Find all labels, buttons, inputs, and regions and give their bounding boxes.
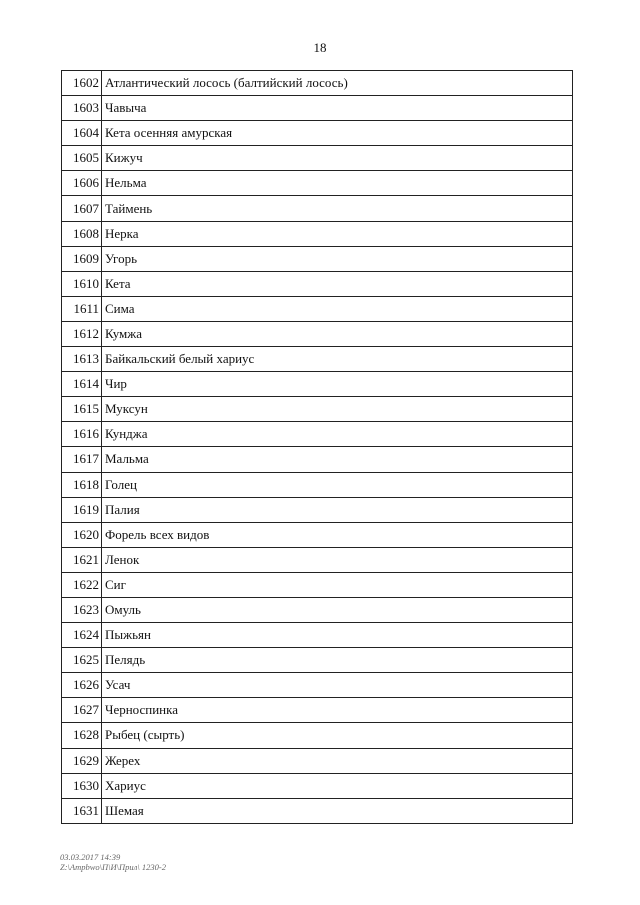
table-row [62,673,573,698]
fish-species-table [61,70,573,824]
row-species-name-cell: Мальма [102,447,573,472]
row-code-cell: 1627 [62,698,102,723]
row-species-name-cell: Пелядь [102,648,573,673]
table-row [62,321,573,346]
footer-file-path: Z:\Ampbwo\П\И\Прил\ 1230-2 [60,862,166,872]
table-row [62,773,573,798]
table-row [62,146,573,171]
table-row [62,648,573,673]
row-code-cell: 1612 [62,321,102,346]
table-row [62,522,573,547]
table-row [62,748,573,773]
row-code-cell: 1619 [62,497,102,522]
table-row [62,472,573,497]
row-code-cell: 1611 [62,296,102,321]
row-code-cell: 1606 [62,171,102,196]
row-species-name-cell: Черноспинка [102,698,573,723]
row-species-name-cell: Кета осенняя амурская [102,121,573,146]
row-species-name-cell: Нерка [102,221,573,246]
table-row [62,572,573,597]
row-code-cell: 1615 [62,397,102,422]
row-species-name-cell: Сима [102,296,573,321]
row-species-name-cell: Омуль [102,597,573,622]
row-code-cell: 1623 [62,597,102,622]
row-species-name-cell: Муксун [102,397,573,422]
table-row [62,271,573,296]
row-code-cell: 1609 [62,246,102,271]
row-species-name-cell: Форель всех видов [102,522,573,547]
row-species-name-cell: Хариус [102,773,573,798]
row-species-name-cell: Ленок [102,547,573,572]
table-row [62,447,573,472]
table-row [62,798,573,823]
row-code-cell: 1625 [62,648,102,673]
row-code-cell: 1616 [62,422,102,447]
table-row [62,372,573,397]
table-row [62,71,573,96]
table-row [62,171,573,196]
table-row [62,547,573,572]
row-code-cell: 1603 [62,96,102,121]
page-number: 18 [313,40,327,55]
row-code-cell: 1624 [62,623,102,648]
footer-timestamp: 03.03.2017 14:39 [60,852,121,862]
table-row [62,296,573,321]
row-species-name-cell: Чир [102,372,573,397]
row-code-cell: 1613 [62,347,102,372]
row-code-cell: 1618 [62,472,102,497]
row-code-cell: 1626 [62,673,102,698]
row-code-cell: 1602 [62,71,102,96]
row-code-cell: 1628 [62,723,102,748]
table-row [62,246,573,271]
table-row [62,422,573,447]
row-species-name-cell: Усач [102,673,573,698]
row-code-cell: 1617 [62,447,102,472]
row-species-name-cell: Шемая [102,798,573,823]
table-row [62,597,573,622]
row-species-name-cell: Кижуч [102,146,573,171]
row-species-name-cell: Кумжа [102,321,573,346]
row-species-name-cell: Кунджа [102,422,573,447]
table-row [62,121,573,146]
row-code-cell: 1604 [62,121,102,146]
row-code-cell: 1622 [62,572,102,597]
row-species-name-cell: Пыжьян [102,623,573,648]
row-code-cell: 1608 [62,221,102,246]
table-row [62,698,573,723]
row-species-name-cell: Байкальский белый хариус [102,347,573,372]
row-species-name-cell: Нельма [102,171,573,196]
row-species-name-cell: Жерех [102,748,573,773]
row-species-name-cell: Голец [102,472,573,497]
row-code-cell: 1629 [62,748,102,773]
table-row [62,397,573,422]
row-code-cell: 1631 [62,798,102,823]
row-code-cell: 1607 [62,196,102,221]
row-species-name-cell: Кета [102,271,573,296]
row-code-cell: 1630 [62,773,102,798]
table-row [62,347,573,372]
table-row [62,497,573,522]
table-row [62,96,573,121]
row-species-name-cell: Чавыча [102,96,573,121]
document-footer [60,852,166,872]
row-code-cell: 1621 [62,547,102,572]
table-row [62,196,573,221]
table-row [62,221,573,246]
table-row [62,623,573,648]
row-species-name-cell: Палия [102,497,573,522]
row-code-cell: 1605 [62,146,102,171]
row-code-cell: 1610 [62,271,102,296]
row-species-name-cell: Угорь [102,246,573,271]
row-species-name-cell: Таймень [102,196,573,221]
table-row [62,723,573,748]
row-code-cell: 1620 [62,522,102,547]
row-code-cell: 1614 [62,372,102,397]
row-species-name-cell: Рыбец (сырть) [102,723,573,748]
row-species-name-cell: Атлантический лосось (балтийский лосось) [102,71,573,96]
row-species-name-cell: Сиг [102,572,573,597]
